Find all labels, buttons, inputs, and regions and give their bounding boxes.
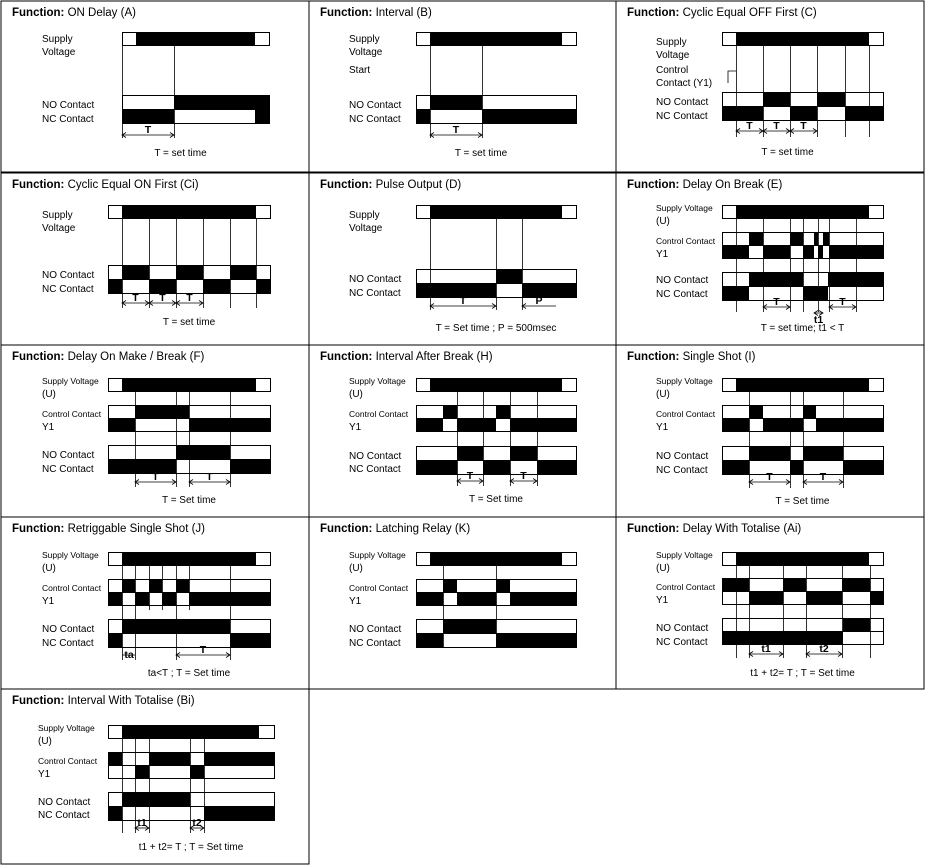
signal-high-segment <box>149 753 190 766</box>
panel-caption: T = set time; t1 < T <box>760 323 845 334</box>
signal-high-segment <box>136 33 255 46</box>
signal-high-segment <box>457 447 483 461</box>
signal-high-segment <box>176 446 230 460</box>
signal-high-segment <box>416 284 496 298</box>
dimension-label: t2 <box>192 817 202 829</box>
signal-label: Voltage <box>656 50 690 61</box>
signal-high-segment <box>457 593 496 606</box>
panel-title <box>320 179 461 191</box>
signal-high-segment <box>430 553 562 566</box>
signal-high-segment <box>722 107 763 121</box>
dimension-label: T <box>186 292 193 304</box>
panel-caption: ta<T ; T = Set time <box>147 668 231 679</box>
signal-high-segment <box>108 280 122 294</box>
panel-a <box>1 1 309 172</box>
signal-high-segment <box>443 620 496 634</box>
panel-title <box>12 7 136 19</box>
signal-high-segment <box>829 246 883 259</box>
panel-caption: T = set time <box>454 148 508 159</box>
signal-high-segment <box>843 619 870 632</box>
signal-label: (U) <box>42 563 56 574</box>
signal-label: Voltage <box>42 47 76 58</box>
signal-label: Voltage <box>42 223 76 234</box>
signal-label: Supply Voltage <box>349 550 406 560</box>
signal-high-segment <box>842 579 870 592</box>
signal-high-segment <box>736 553 869 566</box>
signal-high-segment <box>803 287 828 301</box>
panel-title <box>12 523 205 535</box>
signal-high-segment <box>722 287 749 301</box>
signal-high-segment <box>496 634 576 648</box>
signal-label: NO Contact <box>349 451 402 462</box>
panel-caption: t1 + t2= T ; T = Set time <box>138 842 244 853</box>
signal-label: Voltage <box>349 47 383 58</box>
signal-label: (U) <box>656 563 670 574</box>
signal-high-segment <box>722 246 749 259</box>
signal-label: Supply Voltage <box>38 723 95 733</box>
signal-high-segment <box>189 593 270 606</box>
signal-high-segment <box>230 460 270 474</box>
signal-label: NC Contact <box>656 111 708 122</box>
signal-label: Voltage <box>349 223 383 234</box>
function-prefix: Function: <box>320 179 373 191</box>
panel-bi <box>1 689 309 864</box>
function-prefix: Function: <box>320 351 373 363</box>
function-name: Pulse Output (D) <box>372 179 462 191</box>
signal-label: Contact (Y1) <box>656 78 713 89</box>
signal-high-segment <box>736 206 869 219</box>
function-name: Single Shot (I) <box>679 351 756 363</box>
signal-high-segment <box>122 206 256 219</box>
signal-high-segment <box>749 592 783 605</box>
signal-label: NO Contact <box>656 97 709 108</box>
signal-high-segment <box>190 766 204 779</box>
signal-label: Control <box>656 65 689 76</box>
signal-high-segment <box>749 233 763 246</box>
signal-high-segment <box>430 379 562 392</box>
signal-lane <box>417 447 577 461</box>
signal-high-segment <box>416 634 443 648</box>
dimension-label: T <box>199 644 207 656</box>
function-prefix: Function: <box>12 7 65 19</box>
dimension-label: T <box>819 471 827 483</box>
signal-high-segment <box>162 593 176 606</box>
signal-high-segment <box>135 593 149 606</box>
signal-label: NO Contact <box>349 624 402 635</box>
signal-label: Control Contact <box>656 409 716 419</box>
signal-high-segment <box>790 107 817 121</box>
panel-caption: T = Set time <box>468 494 524 505</box>
panel-caption: t1 + t2= T ; T = Set time <box>750 668 855 679</box>
signal-label: Y1 <box>349 422 362 433</box>
signal-label: NO Contact <box>656 623 709 634</box>
function-name: Interval (B) <box>372 7 432 19</box>
panel-h <box>309 345 616 517</box>
function-prefix: Function: <box>627 7 680 19</box>
signal-high-segment <box>122 793 190 807</box>
signal-label: Control Contact <box>349 583 409 593</box>
signal-high-segment <box>736 379 869 392</box>
panel-caption: T = set time <box>162 317 216 328</box>
signal-label: Supply Voltage <box>349 376 406 386</box>
signal-label: Supply Voltage <box>42 376 99 386</box>
panel-border <box>1 1 309 172</box>
signal-high-segment <box>870 592 883 605</box>
signal-label: Control Contact <box>42 409 102 419</box>
function-name: Delay On Break (E) <box>679 179 783 191</box>
function-name: Cyclic Equal OFF First (C) <box>679 7 817 19</box>
signal-high-segment <box>108 460 176 474</box>
signal-high-segment <box>443 580 457 593</box>
panel-border <box>1 173 309 345</box>
function-prefix: Function: <box>627 179 680 191</box>
panel-d <box>309 173 616 345</box>
signal-label: Supply <box>656 37 687 48</box>
panel-e <box>616 173 924 345</box>
dimension-label: t1 <box>813 314 824 326</box>
dimension-label: T <box>766 471 773 483</box>
panel-title <box>320 7 432 19</box>
signal-high-segment <box>814 233 818 246</box>
signal-high-segment <box>790 461 803 475</box>
signal-high-segment <box>108 593 122 606</box>
function-prefix: Function: <box>320 523 373 535</box>
signal-label: (U) <box>38 736 52 747</box>
signal-label: NC Contact <box>42 284 94 295</box>
signal-label: Y1 <box>656 595 669 606</box>
signal-high-segment <box>443 406 457 419</box>
dimension-label: P <box>535 295 543 307</box>
panel-caption: T = Set time <box>775 496 830 507</box>
function-name: ON Delay (A) <box>64 7 136 19</box>
signal-high-segment <box>496 406 510 419</box>
signal-high-segment <box>803 447 843 461</box>
signal-label: Control Contact <box>42 583 102 593</box>
dimension-label: T <box>206 471 213 483</box>
function-prefix: Function: <box>12 179 65 191</box>
signal-high-segment <box>763 246 790 259</box>
panel-title <box>320 523 470 535</box>
panel-border <box>309 1 616 172</box>
signal-high-segment <box>108 807 122 821</box>
signal-high-segment <box>510 447 537 461</box>
function-prefix: Function: <box>12 351 65 363</box>
signal-high-segment <box>122 553 256 566</box>
function-name: Delay On Make / Break (F) <box>64 351 205 363</box>
dimension-label: T <box>452 124 460 136</box>
function-name: Latching Relay (K) <box>372 523 471 535</box>
signal-high-segment <box>749 273 803 287</box>
signal-label: (U) <box>349 563 363 574</box>
signal-high-segment <box>457 419 496 432</box>
signal-label: NC Contact <box>42 114 94 125</box>
signal-label: NO Contact <box>38 797 91 808</box>
signal-label: Supply <box>349 34 380 45</box>
dimension-label: T <box>839 296 846 308</box>
panel-ai <box>616 517 924 689</box>
dimension-label: T <box>773 296 780 308</box>
panel-c <box>616 1 924 172</box>
signal-high-segment <box>522 284 576 298</box>
signal-label: NC Contact <box>349 638 401 649</box>
signal-label: Y1 <box>656 422 669 433</box>
signal-label: Y1 <box>656 249 669 260</box>
signal-label: NO Contact <box>656 451 709 462</box>
panel-title <box>627 179 782 191</box>
signal-high-segment <box>510 419 576 432</box>
signal-high-segment <box>806 592 842 605</box>
signal-high-segment <box>816 419 883 432</box>
signal-high-segment <box>843 461 883 475</box>
signal-high-segment <box>817 93 845 107</box>
signal-high-segment <box>108 419 135 432</box>
signal-high-segment <box>483 461 510 475</box>
signal-label: Supply Voltage <box>656 376 713 386</box>
signal-label: Y1 <box>349 596 362 607</box>
signal-high-segment <box>763 93 790 107</box>
dimension-label: T <box>746 120 753 132</box>
function-prefix: Function: <box>627 351 680 363</box>
panel-title <box>627 7 817 19</box>
signal-label: NC Contact <box>42 464 94 475</box>
panel-caption: T = set time <box>761 147 814 158</box>
signal-label: Supply <box>42 34 73 45</box>
control-step <box>728 71 736 83</box>
signal-label: NO Contact <box>349 274 402 285</box>
signal-label: (U) <box>349 389 363 400</box>
signal-label: Y1 <box>38 769 51 780</box>
signal-high-segment <box>122 620 230 634</box>
panel-title <box>12 695 195 707</box>
signal-label: Control Contact <box>656 582 716 592</box>
signal-label: (U) <box>656 216 670 227</box>
signal-high-segment <box>803 406 816 419</box>
panel-caption: T = set time <box>154 148 207 159</box>
signal-label: NC Contact <box>656 465 708 476</box>
signal-high-segment <box>416 110 430 124</box>
signal-high-segment <box>135 406 189 419</box>
signal-label: Start <box>349 65 371 76</box>
signal-label: Supply <box>42 210 73 221</box>
signal-high-segment <box>496 270 522 284</box>
dimension-label: t1 <box>137 817 147 829</box>
signal-high-segment <box>430 33 562 46</box>
signal-label: NO Contact <box>42 624 95 635</box>
signal-high-segment <box>430 206 562 219</box>
signal-label: Control Contact <box>349 409 409 419</box>
panel-border <box>309 173 616 345</box>
function-name: Interval With Totalise (Bi) <box>64 695 195 707</box>
dimension-label: T <box>159 292 166 304</box>
signal-high-segment <box>416 461 457 475</box>
signal-lane <box>723 592 884 605</box>
signal-label: Control Contact <box>38 756 98 766</box>
function-prefix: Function: <box>627 523 680 535</box>
function-name: Cyclic Equal ON First (Ci) <box>64 179 199 191</box>
signal-label: NC Contact <box>38 810 90 821</box>
dimension-label: T <box>800 120 807 132</box>
signal-high-segment <box>430 96 482 110</box>
panel-title <box>12 351 204 363</box>
signal-high-segment <box>828 273 883 287</box>
signal-high-segment <box>174 96 269 110</box>
signal-high-segment <box>722 461 749 475</box>
signal-label: Supply <box>349 210 380 221</box>
signal-high-segment <box>149 580 162 593</box>
signal-label: NO Contact <box>42 100 95 111</box>
signal-label: NC Contact <box>349 114 401 125</box>
panel-title <box>12 179 199 191</box>
signal-label: NC Contact <box>349 464 401 475</box>
signal-label: NC Contact <box>656 289 708 300</box>
dimension-label: T <box>132 292 139 304</box>
dimension-label: t1 <box>761 643 771 655</box>
signal-high-segment <box>122 379 256 392</box>
panel-title <box>320 351 493 363</box>
signal-label: NO Contact <box>656 275 709 286</box>
signal-label: Supply Voltage <box>42 550 99 560</box>
panel-caption: T = Set time ; P = 500msec <box>435 323 557 334</box>
function-name: Retriggable Single Shot (J) <box>64 523 206 535</box>
signal-high-segment <box>749 406 763 419</box>
signal-high-segment <box>189 419 270 432</box>
signal-high-segment <box>803 246 814 259</box>
signal-high-segment <box>204 753 274 766</box>
signal-label: Control Contact <box>656 236 716 246</box>
signal-label: NO Contact <box>349 100 402 111</box>
signal-high-segment <box>736 33 869 46</box>
signal-high-segment <box>790 233 803 246</box>
function-prefix: Function: <box>320 7 373 19</box>
signal-label: (U) <box>656 389 670 400</box>
signal-high-segment <box>108 634 122 648</box>
function-prefix: Function: <box>12 523 65 535</box>
panel-b <box>309 1 616 172</box>
signal-high-segment <box>204 807 274 821</box>
panel-f <box>1 345 309 517</box>
signal-high-segment <box>823 233 829 246</box>
signal-label: NC Contact <box>656 637 708 648</box>
signal-high-segment <box>230 266 256 280</box>
signal-high-segment <box>416 593 443 606</box>
function-name: Delay With Totalise (Ai) <box>679 523 802 535</box>
dimension-label: ta <box>124 649 134 661</box>
signal-high-segment <box>230 634 270 648</box>
dimension-label: T <box>459 295 467 307</box>
dimension-label: T <box>773 120 780 132</box>
signal-label: Y1 <box>42 596 55 607</box>
signal-high-segment <box>722 579 749 592</box>
signal-high-segment <box>783 579 806 592</box>
signal-high-segment <box>122 726 259 739</box>
signal-label: Supply Voltage <box>656 550 713 560</box>
signal-high-segment <box>122 110 174 124</box>
panel-caption: T = Set time <box>161 495 217 506</box>
panel-title <box>627 351 756 363</box>
signal-high-segment <box>722 419 749 432</box>
signal-high-segment <box>122 580 135 593</box>
signal-high-segment <box>176 266 203 280</box>
signal-high-segment <box>122 266 149 280</box>
signal-label: NO Contact <box>42 270 95 281</box>
panel-ci <box>1 173 309 345</box>
signal-label: Y1 <box>42 422 55 433</box>
signal-high-segment <box>482 110 576 124</box>
panel-k <box>309 517 616 689</box>
signal-high-segment <box>255 110 269 124</box>
signal-label: NC Contact <box>42 638 94 649</box>
signal-label: (U) <box>42 389 56 400</box>
signal-high-segment <box>845 107 883 121</box>
signal-high-segment <box>749 447 790 461</box>
signal-high-segment <box>203 280 230 294</box>
signal-label: NO Contact <box>42 450 95 461</box>
panel-j <box>1 517 309 689</box>
signal-lane <box>723 93 884 107</box>
function-prefix: Function: <box>12 695 65 707</box>
signal-label: NC Contact <box>349 288 401 299</box>
signal-high-segment <box>256 280 270 294</box>
signal-high-segment <box>510 593 576 606</box>
dimension-label: t2 <box>819 643 829 655</box>
signal-high-segment <box>176 580 189 593</box>
panel-i <box>616 345 924 517</box>
dimension-label: T <box>466 470 474 482</box>
dimension-label: T <box>152 471 159 483</box>
signal-high-segment <box>537 461 576 475</box>
function-name: Interval After Break (H) <box>372 351 493 363</box>
signal-label: Supply Voltage <box>656 203 713 213</box>
dimension-label: T <box>520 470 527 482</box>
signal-high-segment <box>416 419 443 432</box>
signal-high-segment <box>763 419 803 432</box>
dimension-label: T <box>144 124 152 136</box>
panel-title <box>627 523 801 535</box>
signal-high-segment <box>135 766 149 779</box>
signal-high-segment <box>496 580 510 593</box>
signal-high-segment <box>108 753 122 766</box>
